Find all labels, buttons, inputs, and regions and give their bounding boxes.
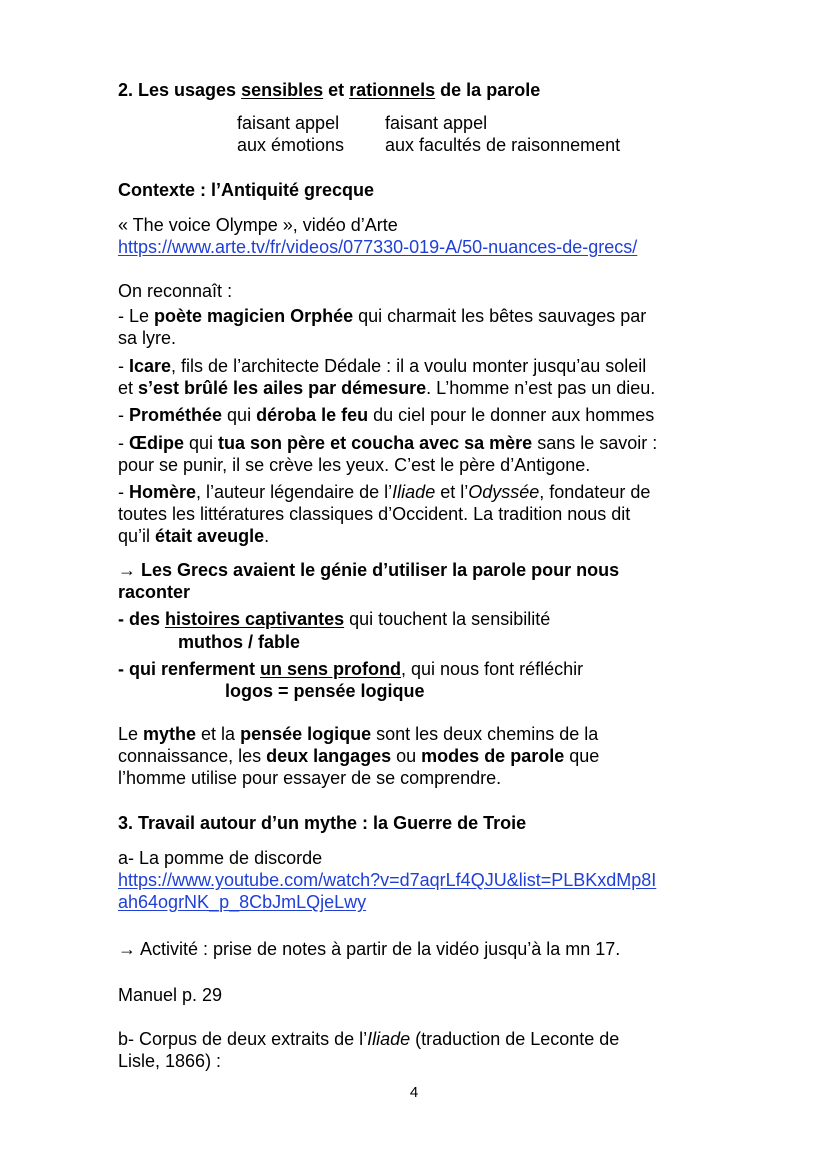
myth-line1: Le mythe et la pensée logique sont les deux chemins de la bbox=[118, 724, 599, 744]
activity-line: → Activité : prise de notes à partir de la vidéo jusqu’à la mn 17. bbox=[118, 939, 621, 959]
orphee-line2: sa lyre. bbox=[118, 328, 177, 348]
page-number: 4 bbox=[409, 1084, 419, 1101]
icare-line2: et s’est brûlé les ailes par démesure. L’homme n’est pas un dieu. bbox=[118, 378, 656, 398]
video-title: « The voice Olympe », vidéo d’Arte bbox=[118, 215, 398, 235]
col1-line1: faisant appel bbox=[237, 113, 340, 133]
col2-line2: aux facultés de raisonnement bbox=[385, 135, 621, 155]
greeks-line2: raconter bbox=[118, 582, 191, 602]
arte-link[interactable]: https://www.arte.tv/fr/videos/077330-019-A/50-nuances-de-grecs/ bbox=[118, 237, 638, 257]
col1-line2: aux émotions bbox=[237, 135, 345, 155]
myth-line3: l’homme utilise pour essayer de se comprendre. bbox=[118, 768, 502, 788]
homere-line2: toutes les littératures classiques d’Occident. La tradition nous dit bbox=[118, 504, 631, 524]
oedipe-line1: - Œdipe qui tua son père et coucha avec sa mère sans le savoir : bbox=[118, 433, 658, 453]
orphee-line1: - Le poète magicien Orphée qui charmait les bêtes sauvages par bbox=[118, 306, 647, 326]
corpus-line1: b- Corpus de deux extraits de l’Iliade (traduction de Leconte de bbox=[118, 1029, 620, 1049]
section-3-heading: 3. Travail autour d’un mythe : la Guerre de Troie bbox=[118, 813, 527, 833]
myth-line2: connaissance, les deux langages ou modes de parole que bbox=[118, 746, 600, 766]
corpus-line2: Lisle, 1866) : bbox=[118, 1051, 222, 1071]
oedipe-line2: pour se punir, il se crève les yeux. C’est le père d’Antigone. bbox=[118, 455, 591, 475]
logos-line: logos = pensée logique bbox=[225, 681, 425, 701]
context-heading: Contexte : l’Antiquité grecque bbox=[118, 180, 375, 200]
sens-line: - qui renferment un sens profond, qui nous font réfléchir bbox=[118, 659, 584, 679]
histoires-line: - des histoires captivantes qui touchent la sensibilité bbox=[118, 609, 551, 629]
homere-line1: - Homère, l’auteur légendaire de l’Iliade et l’Odyssée, fondateur de bbox=[118, 482, 651, 502]
promethee-line: - Prométhée qui déroba le feu du ciel pour le donner aux hommes bbox=[118, 405, 655, 425]
pomme-label: a- La pomme de discorde bbox=[118, 848, 323, 868]
muthos-line: muthos / fable bbox=[178, 632, 301, 652]
youtube-link-line1[interactable]: https://www.youtube.com/watch?v=d7aqrLf4QJU&list=PLBKxdMp8I bbox=[118, 870, 657, 890]
homere-line3: qu’il était aveugle. bbox=[118, 526, 270, 546]
recognize-intro: On reconnaît : bbox=[118, 281, 233, 301]
col2-line1: faisant appel bbox=[385, 113, 488, 133]
section-2-heading: 2. Les usages sensibles et rationnels de la parole bbox=[118, 80, 541, 100]
icare-line1: - Icare, fils de l’architecte Dédale : il a voulu monter jusqu’au soleil bbox=[118, 356, 647, 376]
youtube-link-line2[interactable]: ah64ogrNK_p_8CbJmLQjeLwy bbox=[118, 892, 367, 912]
greeks-line1: → Les Grecs avaient le génie d’utiliser la parole pour nous bbox=[118, 560, 620, 580]
manuel-line: Manuel p. 29 bbox=[118, 985, 223, 1005]
